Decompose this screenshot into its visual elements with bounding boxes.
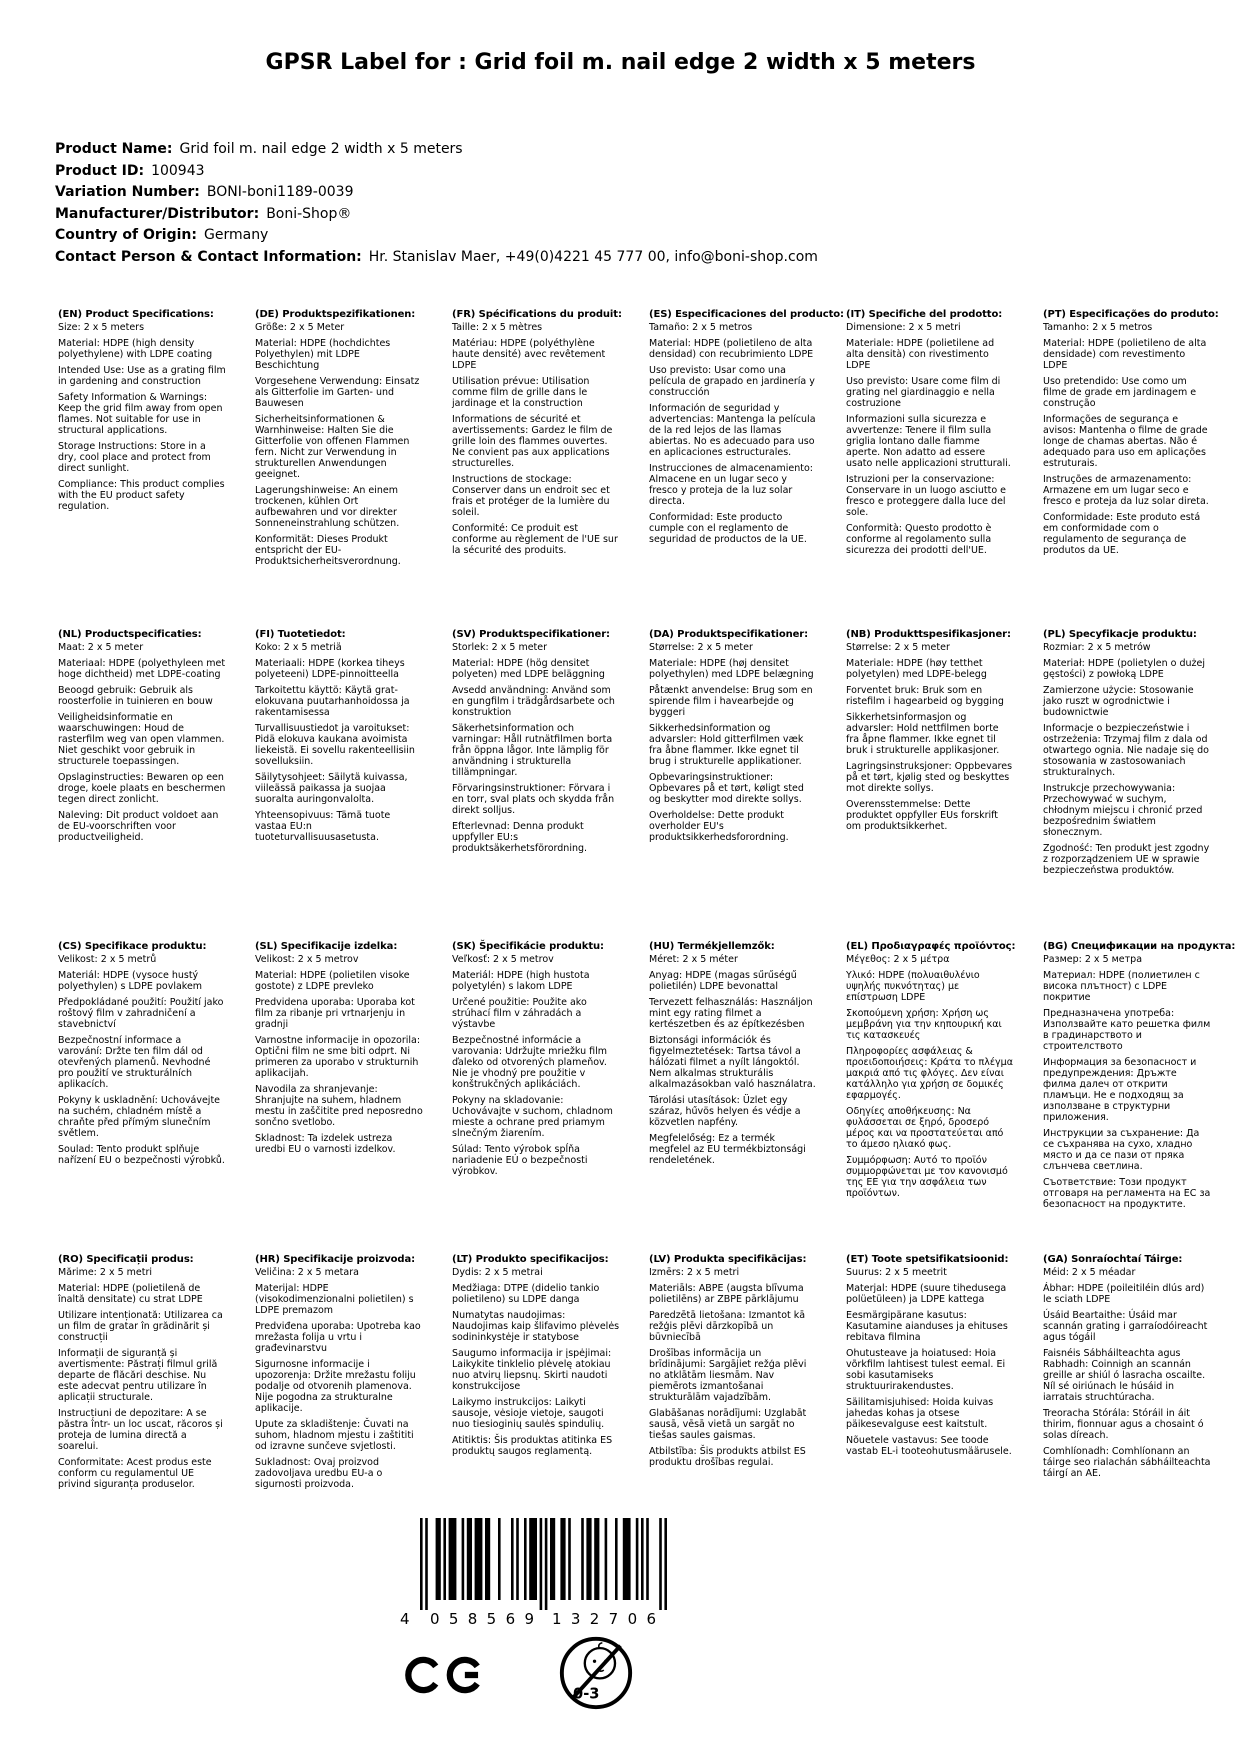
spec-paragraph: Navodila za shranjevanje: Shranjujte na suhem, hladnem mestu in zaščitite pred neposredno sončno svetlobo. [255, 1084, 423, 1128]
spec-paragraph: Størrelse: 2 x 5 meter [846, 642, 950, 653]
spec-row-3 [58, 941, 1236, 1210]
age-warning-icon [556, 1632, 636, 1718]
spec-paragraph: Инструкции за съхранение: Да се съхранява на сухо, хладно място и да се пази от пряка слънчева светлина. [1043, 1128, 1200, 1172]
spec-block-el [846, 941, 1014, 1199]
spec-block-bg [1043, 941, 1236, 1210]
spec-heading: (FR) Spécifications du produit: [452, 309, 622, 320]
spec-block-de [255, 309, 423, 567]
spec-paragraph: Opbevaringsinstruktioner: Opbevares på et tørt, køligt sted og beskytter mod direkte sollys. [649, 772, 804, 805]
spec-heading: (EL) Προδιαγραφές προϊόντος: [846, 941, 1016, 952]
spec-heading: (HR) Specifikacije proizvoda: [255, 1254, 416, 1265]
spec-heading: (LT) Produkto specifikacijos: [452, 1254, 609, 1265]
spec-paragraph: Avsedd användning: Använd som en gungfilm i trädgårdsarbete och konstruktion [452, 685, 615, 718]
spec-paragraph: Påtænkt anvendelse: Brug som en spirende film i havearbejde og byggeri [649, 685, 813, 718]
spec-paragraph: Съответствие: Този продукт отговаря на регламента на ЕС за безопасност на продуктите. [1043, 1177, 1211, 1210]
spec-paragraph: Instructions de stockage: Conserver dans un endroit sec et frais et protéger de la lumière du soleil. [452, 474, 610, 518]
spec-block-ga [1043, 1254, 1211, 1479]
spec-block-en [58, 309, 226, 512]
spec-paragraph: Drošības informācija un brīdinājumi: Sargājiet režģa plēvi no atklātām liesmām. Nav piemērots izmantošanai strukturālām vajadzībām. [649, 1348, 807, 1403]
spec-paragraph: Intended Use: Use as a grating film in gardening and construction [58, 365, 226, 387]
spec-block-pt [1043, 309, 1219, 556]
product-field-label: Variation Number: [55, 184, 200, 200]
spec-paragraph: Materiale: HDPE (høj densitet polyethylen) med LDPE belægning [649, 658, 814, 680]
spec-paragraph: Zgodność: Ten produkt jest zgodny z rozporządzeniem UE w sprawie bezpieczeństwa produktów. [1043, 843, 1210, 876]
spec-paragraph: Tervezett felhasználás: Használjon mint egy rating filmet a kertészetben és az építkezésben [649, 997, 813, 1030]
spec-paragraph: Tarkoitettu käyttö: Käytä grat-elokuvana puutarhanhoidossa ja rakentamisessa [255, 685, 410, 718]
spec-paragraph: Uso previsto: Usare come film di grating nel giardinaggio e nella costruzione [846, 376, 1001, 409]
spec-paragraph: Informations de sécurité et avertissements: Gardez le film de grille loin des flammes ouvertes. Ne convient pas aux applications structurelles. [452, 414, 613, 469]
spec-paragraph: Dimensione: 2 x 5 metri [846, 322, 961, 333]
spec-paragraph: Overholdelse: Dette produkt overholder EU's produktsikkerhedsforordning. [649, 810, 789, 843]
product-field-label: Product Name: [55, 141, 173, 157]
spec-paragraph: Megfelelőség: Ez a termék megfelel az EU termékbiztonsági rendeletének. [649, 1133, 806, 1166]
spec-paragraph: Πληροφορίες ασφάλειας & προειδοποιήσεις: Κράτα το πλέγμα μακριά από τις φλόγες. Δεν είναι κατάλληλο για χρήση σε δομικές εφαρμογές. [846, 1046, 1013, 1101]
spec-row-1 [58, 309, 1219, 567]
spec-paragraph: Material: HDPE (high density polyethylene) with LDPE coating [58, 338, 213, 360]
spec-paragraph: Paredzētā lietošana: Izmantot kā režģis plēvi dārzkopībā un būvniecībā [649, 1310, 806, 1343]
spec-paragraph: Nõuetele vastavus: See toode vastab EL-i tooteohutusmäärusele. [846, 1435, 1012, 1457]
product-field-value: Grid foil m. nail edge 2 width x 5 meters [179, 141, 463, 157]
spec-paragraph: Conformità: Questo prodotto è conforme al regolamento sulla sicurezza dei prodotti dell'UE. [846, 523, 992, 556]
product-field [55, 225, 818, 247]
product-field-value: 100943 [151, 162, 205, 179]
spec-paragraph: Conformité: Ce produit est conforme au règlement de l'UE sur la sécurité des produits. [452, 523, 618, 556]
spec-paragraph: Materijal: HDPE (visokodimenzionalni polietilen) s LDPE premazom [255, 1283, 414, 1316]
spec-paragraph: Utilisation prévue: Utilisation comme film de grille dans le jardinage et la construction [452, 376, 590, 409]
spec-paragraph: Uso previsto: Usar como una película de grapado en jardinería y construcción [649, 365, 815, 398]
spec-paragraph: Súlad: Tento výrobok spĺňa nariadenie EÚ o bezpečnosti výrobkov. [452, 1144, 588, 1177]
spec-paragraph: Förvaringsinstruktioner: Förvara i en torr, sval plats och skydda från direkt solljus. [452, 783, 615, 816]
spec-paragraph: Upute za skladištenje: Čuvati na suhom, hladnom mjestu i zaštititi od izravne sunčeve svjetlosti. [255, 1419, 414, 1452]
spec-paragraph: Atitiktis: Šis produktas atitinka ES produktų saugos reglamentą. [452, 1435, 613, 1457]
product-info [55, 139, 818, 268]
spec-paragraph: Dydis: 2 x 5 metrai [452, 1267, 543, 1278]
product-field-value: Boni-Shop® [266, 205, 352, 222]
product-field [55, 247, 818, 269]
spec-paragraph: Uso pretendido: Use como um filme de grade em jardinagem e construção [1043, 376, 1197, 409]
spec-paragraph: Maat: 2 x 5 meter [58, 642, 144, 653]
spec-paragraph: Tamaño: 2 x 5 metros [649, 322, 753, 333]
spec-paragraph: Glabāšanas norādījumi: Uzglabāt sausā, vēsā vietā un sargāt no tiešas saules gaismas. [649, 1408, 807, 1441]
spec-paragraph: Veiligheidsinformatie en waarschuwingen: Houd de rasterfilm weg van open vlammen. Niet geschikt voor gebruik in structurele toepassingen. [58, 712, 225, 767]
spec-paragraph: Utilizare intenționată: Utilizarea ca un film de gratar în grădinărit și construcții [58, 1310, 223, 1343]
spec-heading: (SV) Produktspecifikationer: [452, 629, 610, 640]
spec-paragraph: Pokyny na skladovanie: Uchovávajte v suchom, chladnom mieste a ochrane pred priamym slnečným žiarením. [452, 1095, 613, 1139]
spec-paragraph: Yhteensopivuus: Tämä tuote vastaa EU:n tuoteturvallisuusasetusta. [255, 810, 391, 843]
product-field-label: Product ID: [55, 162, 145, 179]
spec-block-es [649, 309, 844, 545]
spec-paragraph: Tamanho: 2 x 5 metros [1043, 322, 1153, 333]
spec-paragraph: Anyag: HDPE (magas sűrűségű polietilén) LDPE bevonattal [649, 970, 797, 992]
spec-paragraph: Informații de siguranță și avertismente: Păstrați filmul grilă departe de flăcări deschise. Nu este adecvat pentru utilizare în aplicații structurale. [58, 1348, 218, 1403]
spec-paragraph: Instruções de armazenamento: Armazene em um lugar seco e fresco e proteja da luz solar direta. [1043, 474, 1209, 507]
spec-paragraph: Predviđena uporaba: Upotreba kao mrežasta folija u vrtu i građevinarstvu [255, 1321, 421, 1354]
spec-paragraph: Materiaal: HDPE (polyethyleen met hoge dichtheid) met LDPE-coating [58, 658, 226, 680]
spec-paragraph: Forventet bruk: Bruk som en ristefilm i hagearbeid og bygging [846, 685, 1004, 707]
spec-block-et [846, 1254, 1014, 1457]
spec-paragraph: Sikkerhedsinformation og advarsler: Hold gitterfilmen væk fra åbne flammer. Ikke egnet til brug i strukturelle applikationer. [649, 723, 804, 767]
spec-paragraph: Suurus: 2 x 5 meetrit [846, 1267, 947, 1278]
barcode-digits-group2: 132706 [552, 1610, 656, 1628]
spec-paragraph: Zamierzone użycie: Stosowanie jako ruszt w ogrodnictwie i budownictwie [1043, 685, 1194, 718]
spec-paragraph: Σκοπούμενη χρήση: Χρήση ως μεμβράνη για την κηπουρική και τις κατασκευές [846, 1008, 1002, 1041]
spec-heading: (SL) Specifikacije izdelka: [255, 941, 398, 952]
product-field-label: Country of Origin: [55, 227, 197, 243]
spec-paragraph: Material: HDPE (hochdichtes Polyethylen) mit LDPE Beschichtung [255, 338, 391, 371]
spec-paragraph: Sukladnost: Ovaj proizvod zadovoljava uredbu EU-a o sigurnosti proizvoda. [255, 1457, 383, 1490]
spec-paragraph: Συμμόρφωση: Αυτό το προϊόν συμμορφώνεται με τον κανονισμό της ΕΕ για την ασφάλεια των προϊόντων. [846, 1155, 1008, 1199]
spec-heading: (NL) Productspecificaties: [58, 629, 202, 640]
spec-paragraph: Tárolási utasítások: Üzlet egy száraz, hűvös helyen és védje a közvetlen napfény. [649, 1095, 801, 1128]
spec-paragraph: Materiał: HDPE (polietylen o dużej gęstości) z powłoką LDPE [1043, 658, 1205, 680]
spec-block-it [846, 309, 1014, 556]
spec-paragraph: Velikost: 2 x 5 metrů [58, 954, 157, 965]
spec-paragraph: Ohutusteave ja hoiatused: Hoia võrkfilm lahtisest tulest eemal. Ei sobi kasutamiseks struktuurirakendustes. [846, 1348, 1006, 1392]
product-field-value: Germany [204, 227, 269, 243]
spec-block-hu [649, 941, 817, 1166]
spec-paragraph: Určené použitie: Použite ako strúhací film v záhradách a výstavbe [452, 997, 587, 1030]
spec-paragraph: Informações de segurança e avisos: Mantenha o filme de grade longe de chamas abertas. Não é adequado para uso em aplicações estruturais. [1043, 414, 1208, 469]
spec-paragraph: Vorgesehene Verwendung: Einsatz als Gitterfolie im Garten- und Bauwesen [255, 376, 420, 409]
spec-paragraph: Materiāls: ABPE (augsta blīvuma polietilēns) ar ZBPE pārklājumu [649, 1283, 804, 1305]
spec-paragraph: Informazioni sulla sicurezza e avvertenze: Tenere il film sulla griglia lontano dalle fiamme aperte. Non adatto ad essere usato nelle applicazioni strutturali. [846, 414, 1011, 469]
barcode-digits-group1: 058569 [430, 1610, 534, 1628]
spec-paragraph: Informacje o bezpieczeństwie i ostrzeżenia: Trzymaj film z dala od otwartego ognia. Nie nadaje się do stosowania w zastosowaniach strukturalnych. [1043, 723, 1209, 778]
spec-heading: (LV) Produkta specifikācijas: [649, 1254, 807, 1265]
spec-paragraph: Pokyny k uskladnění: Uchovávejte na suchém, chladném místě a chraňte před přímým slunečním světlem. [58, 1095, 221, 1139]
spec-paragraph: Medžiaga: DTPE (didelio tankio polietileno) su LDPE danga [452, 1283, 600, 1305]
spec-block-lv [649, 1254, 817, 1468]
spec-paragraph: Storlek: 2 x 5 meter [452, 642, 548, 653]
spec-block-hr [255, 1254, 423, 1490]
product-field [55, 182, 818, 204]
spec-block-ro [58, 1254, 226, 1490]
spec-paragraph: Size: 2 x 5 meters [58, 322, 145, 333]
spec-paragraph: Veľkosť: 2 x 5 metrov [452, 954, 554, 965]
spec-paragraph: Faisnéis Sábháilteachta agus Rabhadh: Coinnigh an scannán greille ar shiúl ó lasracha oscailte. Níl sé oiriúnach le húsáid in iarratais struchtúracha. [1043, 1348, 1206, 1403]
spec-paragraph: Istruzioni per la conservazione: Conservare in un luogo asciutto e fresco e proteggere dalla luce del sole. [846, 474, 1007, 518]
spec-paragraph: Skladnost: Ta izdelek ustreza uredbi EU o varnosti izdelkov. [255, 1133, 396, 1155]
product-field-label: Contact Person & Contact Information: [55, 248, 362, 265]
spec-paragraph: Μέγεθος: 2 x 5 μέτρα [846, 954, 950, 965]
spec-heading: (ES) Especificaciones del producto: [649, 309, 844, 320]
spec-heading: (GA) Sonraíochtaí Táirge: [1043, 1254, 1183, 1265]
spec-heading: (IT) Specifiche del prodotto: [846, 309, 1003, 320]
spec-paragraph: Bezpečnostní informace a varování: Držte ten film dál od otevřených plamenů. Nevhodné pro použití ve strukturálních aplikacích. [58, 1035, 211, 1090]
spec-block-nl [58, 629, 226, 843]
spec-block-lt [452, 1254, 620, 1457]
spec-paragraph: Material: HDPE (polietileno de alta densidade) com revestimento LDPE [1043, 338, 1207, 371]
page-title: GPSR Label for : Grid foil m. nail edge 2 width x 5 meters [265, 50, 976, 75]
product-field [55, 161, 818, 183]
spec-row-2 [58, 629, 1213, 876]
spec-paragraph: Instrucțiuni de depozitare: A se păstra într- un loc uscat, răcoros și proteja de lumina directă a soarelui. [58, 1408, 223, 1452]
spec-paragraph: Materiál: HDPE (high hustota polyetylén) s lakom LDPE [452, 970, 590, 992]
spec-paragraph: Rozmiar: 2 x 5 metrów [1043, 642, 1151, 653]
product-field-value: BONI-boni1189-0039 [206, 184, 354, 200]
svg-text:0-3: 0-3 [573, 1685, 600, 1703]
spec-paragraph: Koko: 2 x 5 metriä [255, 642, 342, 653]
spec-block-nb [846, 629, 1014, 832]
spec-paragraph: Treoracha Stórála: Stóráil in áit thirim, fionnuar agus a chosaint ó solas díreach. [1043, 1408, 1204, 1441]
spec-paragraph: Conformidade: Este produto está em conformidade com o regulamento de segurança de produtos da UE. [1043, 512, 1201, 556]
spec-heading: (DE) Produktspezifikationen: [255, 309, 416, 320]
spec-paragraph: Soulad: Tento produkt splňuje nařízení EU o bezpečnosti výrobků. [58, 1144, 225, 1166]
spec-paragraph: Sicherheitsinformationen & Warnhinweise: Halten Sie die Gitterfolie von offenen Flammen fern. Nicht zur Verwendung in strukturellen Anwendungen geeignet. [255, 414, 410, 480]
spec-paragraph: Sigurnosne informacije i upozorenja: Držite mrežastu foliju podalje od otvorenih plamenova. Nije pogodna za strukturalne aplikacije. [255, 1359, 416, 1414]
spec-heading: (FI) Tuotetiedot: [255, 629, 346, 640]
spec-paragraph: Mărime: 2 x 5 metri [58, 1267, 153, 1278]
spec-paragraph: Lagringsinstruksjoner: Oppbevares på et tørt, kjølig sted og beskyttes mot direkte sollys. [846, 761, 1013, 794]
spec-paragraph: Safety Information & Warnings: Keep the grid film away from open flames. Not suitable for use in structural applications. [58, 392, 223, 436]
spec-heading: (ET) Toote spetsifikatsioonid: [846, 1254, 1009, 1265]
product-field-label: Manufacturer/Distributor: [55, 205, 260, 222]
spec-paragraph: Turvallisuustiedot ja varoitukset: Pidä elokuva kaukana avoimista liekeistä. Ei sovellu rakenteellisiin sovelluksiin. [255, 723, 415, 767]
spec-block-sv [452, 629, 620, 854]
spec-paragraph: Taille: 2 x 5 mètres [452, 322, 543, 333]
spec-paragraph: Beoogd gebruik: Gebruik als roosterfolie in tuinieren en bouw [58, 685, 213, 707]
spec-block-fr [452, 309, 620, 556]
spec-paragraph: Материал: HDPE (полиетилен с висока плътност) с LDPE покритие [1043, 970, 1200, 1003]
spec-paragraph: Storage Instructions: Store in a dry, cool place and protect from direct sunlight. [58, 441, 211, 474]
product-field-value: Hr. Stanislav Maer, +49(0)4221 45 777 00, info@boni-shop.com [368, 248, 818, 265]
spec-heading: (BG) Спецификации на продукта: [1043, 941, 1236, 952]
product-field [55, 139, 818, 161]
spec-paragraph: Konformität: Dieses Produkt entspricht der EU-Produktsicherheitsverordnung. [255, 534, 401, 567]
spec-paragraph: Material: HDPE (hög densitet polyeten) med LDPE beläggning [452, 658, 605, 680]
spec-block-cs [58, 941, 226, 1166]
spec-paragraph: Úsáid Beartaithe: Úsáid mar scannán grating i garraíodóireacht agus tógáil [1043, 1310, 1208, 1343]
spec-paragraph: Größe: 2 x 5 Meter [255, 322, 345, 333]
spec-heading: (PL) Specyfikacje produktu: [1043, 629, 1197, 640]
spec-paragraph: Méid: 2 x 5 méadar [1043, 1267, 1136, 1278]
spec-paragraph: Materiale: HDPE (høy tetthet polyetylen) med LDPE-belegg [846, 658, 987, 680]
spec-paragraph: Информация за безопасност и предупреждения: Дръжте филма далеч от открити пламъци. Не е подходящ за използване в структурни приложения. [1043, 1057, 1197, 1123]
spec-block-fi [255, 629, 423, 843]
product-field [55, 204, 818, 226]
spec-paragraph: Numatytas naudojimas: Naudojimas kaip šlifavimo plėvelės sodininkystėje ir statybose [452, 1310, 620, 1343]
spec-paragraph: Instrucciones de almacenamiento: Almacene en un lugar seco y fresco y proteja de la luz solar directa. [649, 463, 813, 507]
spec-paragraph: Overensstemmelse: Dette produktet oppfyller EUs forskrift om produktsikkerhet. [846, 799, 999, 832]
spec-paragraph: Ábhar: HDPE (poileitiléin dlús ard) le sciath LDPE [1043, 1283, 1205, 1305]
spec-heading: (HU) Termékjellemzők: [649, 941, 775, 952]
spec-paragraph: Material: HDPE (polietilenă de înaltă densitate) cu strat LDPE [58, 1283, 203, 1305]
ean-barcode [384, 1518, 676, 1630]
spec-paragraph: Materiale: HDPE (polietilene ad alta densità) con rivestimento LDPE [846, 338, 995, 371]
spec-paragraph: Comhlíonadh: Comhlíonann an táirge seo rialachán sábháilteachta táirgí an AE. [1043, 1446, 1211, 1479]
spec-paragraph: Säilitamisjuhised: Hoida kuivas jahedas kohas ja otsese päikesevalguse eest kaitstult. [846, 1397, 994, 1430]
spec-paragraph: Størrelse: 2 x 5 meter [649, 642, 753, 653]
spec-paragraph: Materiál: HDPE (vysoce hustý polyethylen) s LDPE povlakem [58, 970, 203, 992]
spec-paragraph: Υλικό: HDPE (πολυαιθυλένιο υψηλής πυκνότητας) με επίστρωση LDPE [846, 970, 980, 1003]
spec-paragraph: Οδηγίες αποθήκευσης: Να φυλάσσεται σε ξηρό, δροσερό μέρος και να προστατεύεται από το άμεσο ηλιακό φως. [846, 1106, 1004, 1150]
barcode-digit-left: 4 [400, 1610, 410, 1628]
spec-heading: (SK) Špecifikácie produktu: [452, 941, 604, 952]
spec-block-da [649, 629, 817, 843]
spec-paragraph: Säilytysohjeet: Säilytä kuivassa, viileässä paikassa ja suojaa suoralta auringonvalolta. [255, 772, 408, 805]
spec-paragraph: Instrukcje przechowywania: Przechowywać w suchym, chłodnym miejscu i chronić przed bezpośrednim światłem słonecznym. [1043, 783, 1203, 838]
spec-paragraph: Veličina: 2 x 5 metara [255, 1267, 359, 1278]
spec-paragraph: Sikkerhetsinformasjon og advarsler: Hold nettfilmen borte fra åpne flammer. Ikke egnet til bruk i strukturelle applikasjoner. [846, 712, 1000, 756]
spec-paragraph: Opslaginstructies: Bewaren op een droge, koele plaats en beschermen tegen direct zonlicht. [58, 772, 226, 805]
spec-heading: (EN) Product Specifications: [58, 309, 214, 320]
spec-paragraph: Předpokládané použití: Použití jako roštový film v zahradničení a stavebnictví [58, 997, 224, 1030]
spec-block-sk [452, 941, 620, 1177]
spec-paragraph: Méret: 2 x 5 méter [649, 954, 738, 965]
spec-paragraph: Efterlevnad: Denna produkt uppfyller EU:s produktsäkerhetsförordning. [452, 821, 588, 854]
spec-block-pl [1043, 629, 1211, 876]
spec-paragraph: Izmērs: 2 x 5 metri [649, 1267, 740, 1278]
spec-paragraph: Materiaali: HDPE (korkea tiheys polyeteeni) LDPE-pinnoitteella [255, 658, 405, 680]
spec-paragraph: Material: HDPE (polietilen visoke gostote) z LDPE prevleko [255, 970, 410, 992]
spec-paragraph: Eesmärgipärane kasutus: Kasutamine aianduses ja ehituses rebitava filmina [846, 1310, 1008, 1343]
spec-heading: (PT) Especificações do produto: [1043, 309, 1219, 320]
spec-row-4 [58, 1254, 1213, 1490]
spec-paragraph: Matériau: HDPE (polyéthylène haute densité) avec revêtement LDPE [452, 338, 606, 371]
spec-heading: (DA) Produktspecifikationer: [649, 629, 809, 640]
spec-paragraph: Lagerungshinweise: An einem trockenen, kühlen Ort aufbewahren und vor direkter Sonneneinstrahlung schützen. [255, 485, 400, 529]
spec-paragraph: Conformitate: Acest produs este conform cu regulamentul UE privind siguranța produselor. [58, 1457, 212, 1490]
spec-paragraph: Predvidena uporaba: Uporaba kot film za ribanje pri vrtnarjenju in gradnji [255, 997, 415, 1030]
spec-paragraph: Materjal: HDPE (suure tihedusega polüetüleen) ja LDPE kattega [846, 1283, 1007, 1305]
spec-paragraph: Biztonsági információk és figyelmeztetések: Tartsa távol a hálózati filmet a nyílt lángoktól. Nem alkalmas strukturális alkalmazásokban való használatra. [649, 1035, 816, 1090]
spec-heading: (CS) Specifikace produktu: [58, 941, 207, 952]
spec-paragraph: Compliance: This product complies with the EU product safety regulation. [58, 479, 225, 512]
spec-block-sl [255, 941, 423, 1155]
ce-mark-icon [402, 1646, 490, 1708]
spec-heading: (RO) Specificații produs: [58, 1254, 194, 1265]
spec-paragraph: Atbilstība: Šis produkts atbilst ES produktu drošības regulai. [649, 1446, 806, 1468]
spec-paragraph: Información de seguridad y advertencias: Mantenga la película de la red lejos de las llamas abiertas. No es adecuado para uso en aplicaciones estructurales. [649, 403, 816, 458]
spec-paragraph: Saugumo informacija ir įspėjimai: Laikykite tinklelio plėvelę atokiau nuo atvirų liepsnų. Skirti naudoti konstrukcijose [452, 1348, 612, 1392]
spec-paragraph: Conformidad: Este producto cumple con el reglamento de seguridad de productos de la UE. [649, 512, 807, 545]
spec-paragraph: Varnostne informacije in opozorila: Optični film ne sme biti odprt. Ni primeren za uporabo v strukturnih aplikacijah. [255, 1035, 421, 1079]
spec-paragraph: Предназначена употреба: Използвайте като решетка филм в градинарството и строителството [1043, 1008, 1211, 1052]
spec-paragraph: Laikymo instrukcijos: Laikyti sausoje, vėsioje vietoje, saugoti nuo tiesioginių saulės spindulių. [452, 1397, 605, 1430]
spec-paragraph: Размер: 2 x 5 метра [1043, 954, 1143, 965]
spec-heading: (NB) Produkttspesifikasjoner: [846, 629, 1011, 640]
spec-paragraph: Säkerhetsinformation och varningar: Håll rutnätfilmen borta från öppna lågor. Inte lämplig för användning i strukturella tillämpningar. [452, 723, 613, 778]
spec-paragraph: Velikost: 2 x 5 metrov [255, 954, 359, 965]
spec-paragraph: Bezpečnostné informácie a varovania: Udržujte mriežku film ďaleko od otvorených plameňov. Nie je vhodný pre použitie v konštrukčných aplikáciách. [452, 1035, 607, 1090]
spec-paragraph: Naleving: Dit product voldoet aan de EU-voorschriften voor productveiligheid. [58, 810, 219, 843]
spec-paragraph: Material: HDPE (polietileno de alta densidad) con recubrimiento LDPE [649, 338, 814, 360]
